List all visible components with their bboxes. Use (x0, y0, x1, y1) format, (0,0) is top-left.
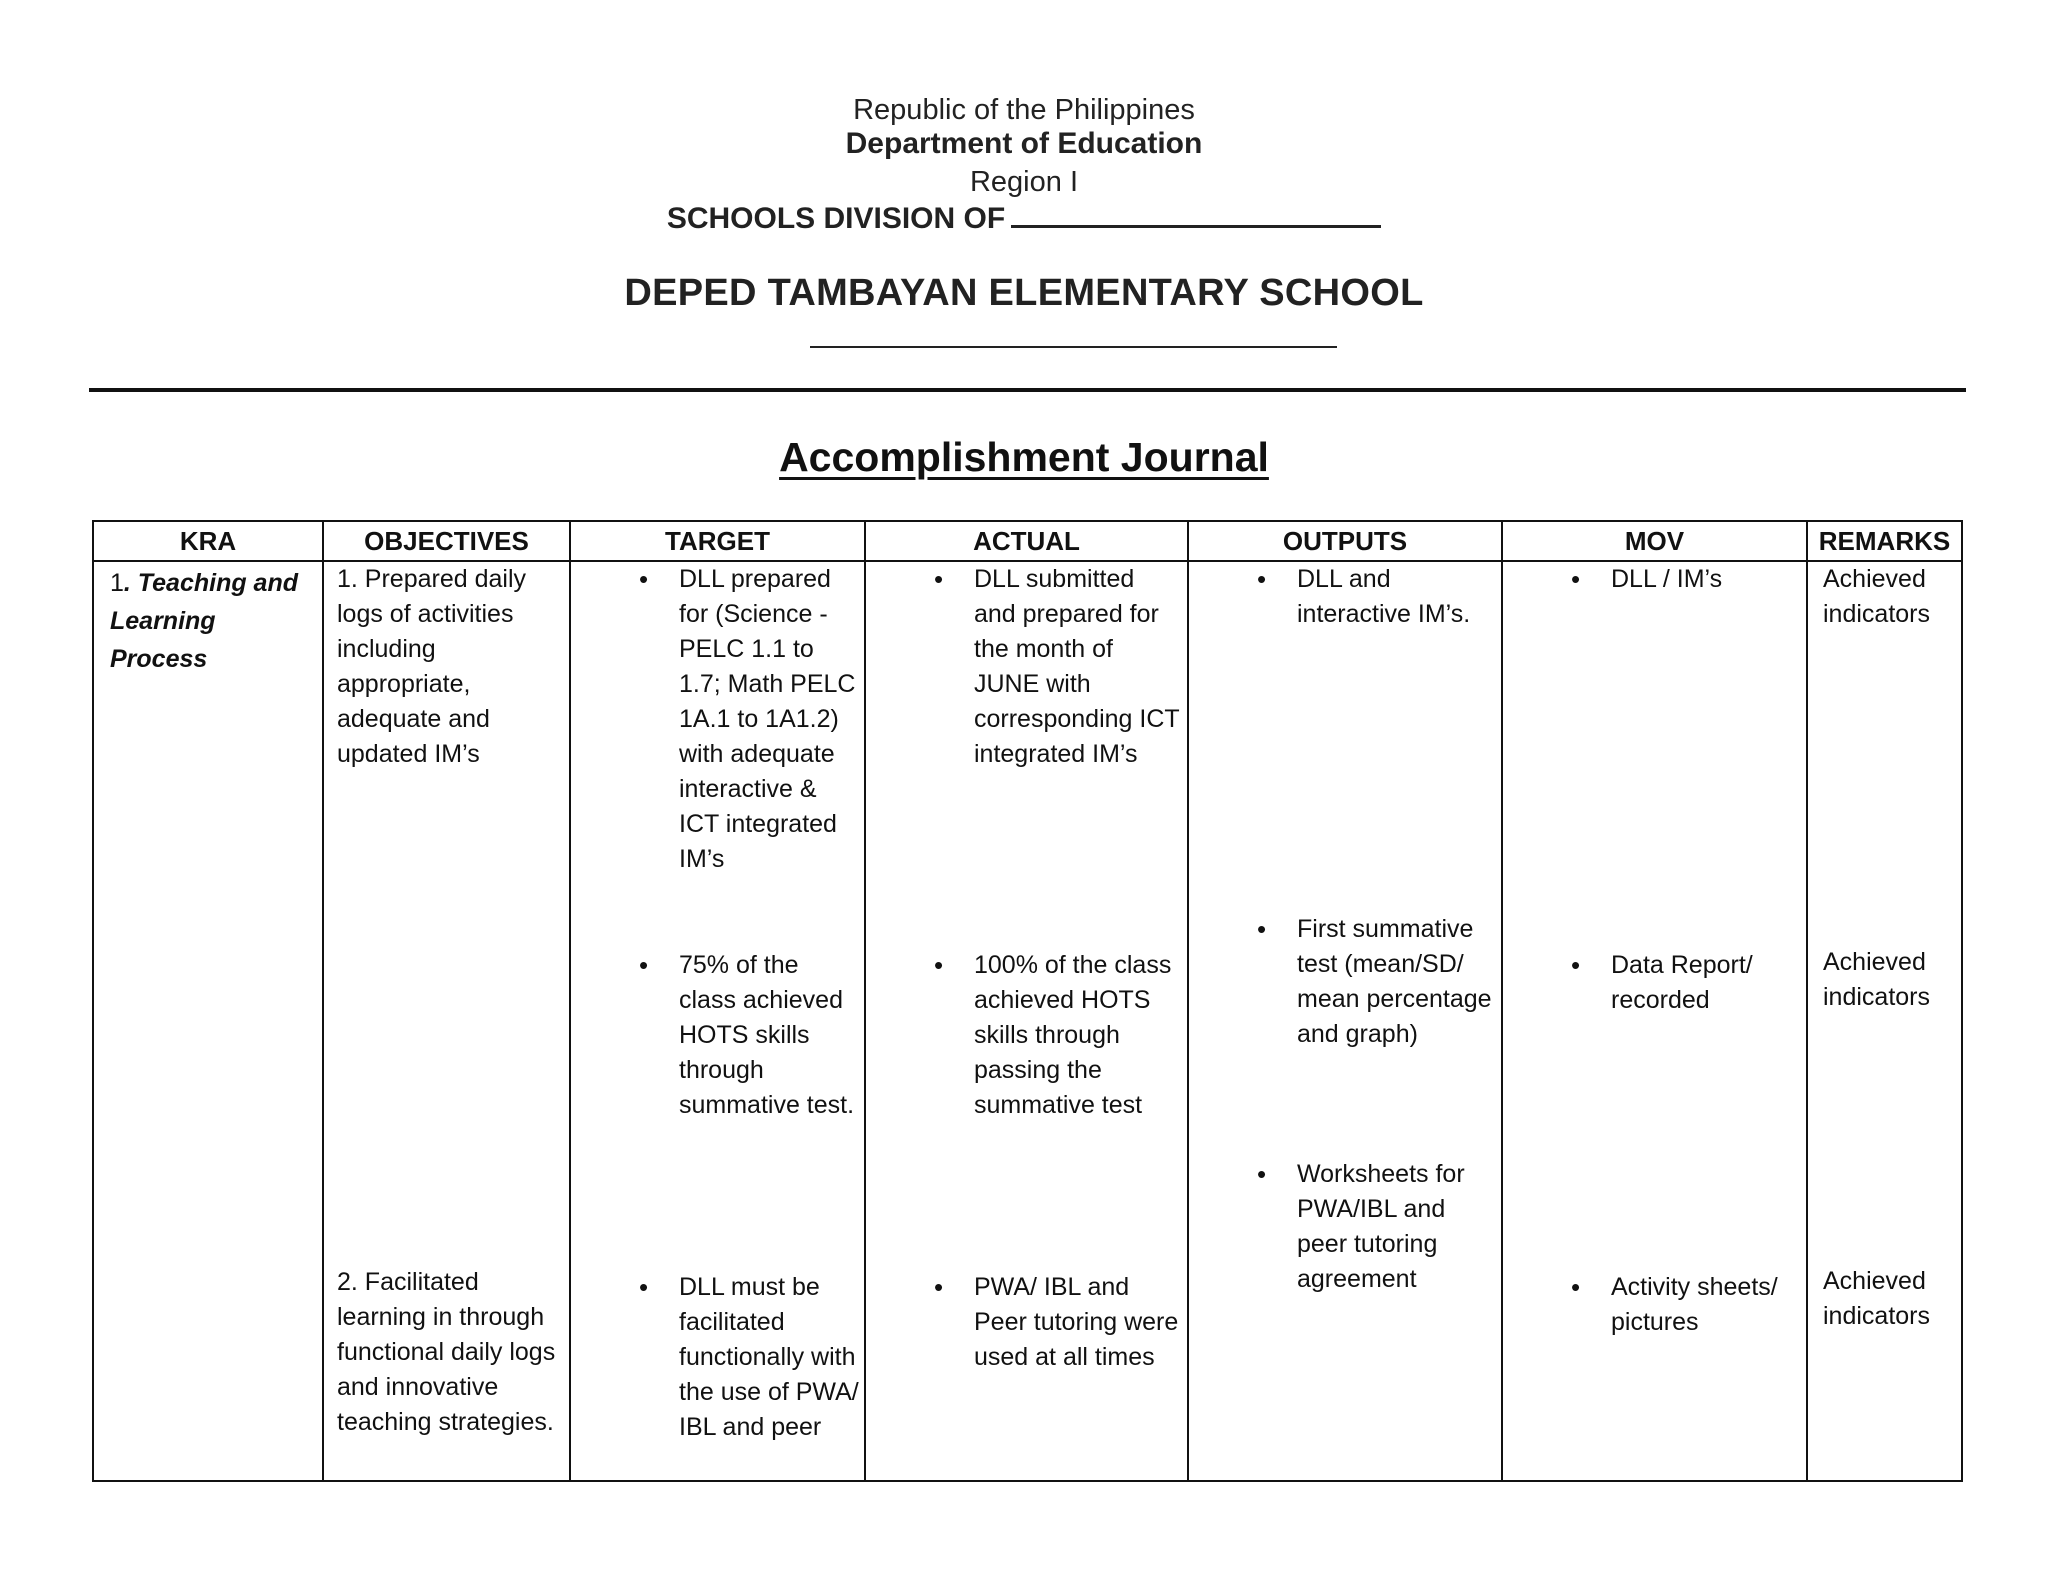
column-header-outputs: OUTPUTS (1188, 521, 1502, 561)
mov-item: • Data Report/ recorded (1611, 948, 1806, 1018)
output-item: • Worksheets for PWA/IBL and peer tutoring agreement (1297, 1157, 1497, 1297)
header-country: Republic of the Philippines (853, 94, 1195, 126)
kra-number: 1 (110, 569, 124, 597)
remark-item: Achieved indicators (1823, 1267, 1930, 1330)
actual-cell (865, 561, 1188, 1481)
division-label: SCHOOLS DIVISION OF (666, 202, 1006, 235)
column-header-mov: MOV (1502, 521, 1807, 561)
target-item: • 75% of the class achieved HOTS skills through summative test. (679, 948, 859, 1123)
mov-cell (1502, 561, 1807, 1481)
actual-item: • PWA/ IBL and Peer tutoring were used at all times (974, 1270, 1182, 1375)
division-blank-line (1011, 199, 1381, 228)
school-underline (810, 346, 1337, 348)
table-header-row (93, 521, 1962, 561)
target-cell (570, 561, 865, 1481)
header-department: Department of Education (845, 127, 1203, 160)
kra-text (110, 564, 315, 678)
remark-item: Achieved indicators (1823, 948, 1930, 1011)
target-item: • DLL prepared for (Science - PELC 1.1 to 1.7; Math PELC 1A.1 to 1A1.2) with adequate interactive & ICT integrated IM’s (679, 562, 859, 877)
outputs-cell (1188, 561, 1502, 1481)
kra-cell (93, 561, 323, 1481)
column-header-target: TARGET (570, 521, 865, 561)
accomplishment-table (92, 520, 1963, 1482)
header-division (0, 199, 2048, 236)
page-title (0, 434, 2048, 481)
remarks-cell (1807, 561, 1962, 1481)
output-item: • DLL and interactive IM’s. (1297, 562, 1497, 632)
objectives-cell (323, 561, 570, 1481)
output-item: • First summative test (mean/SD/ mean percentage and graph) (1297, 912, 1497, 1052)
header-divider (89, 388, 1966, 392)
column-header-actual: ACTUAL (865, 521, 1188, 561)
objective-item: 1. Prepared daily logs of activities including appropriate, adequate and updated IM’s (337, 565, 527, 768)
table-row (93, 561, 1962, 1481)
objective-item: 2. Facilitated learning in through functional daily logs and innovative teaching strategies. (337, 1268, 556, 1436)
target-item: • DLL must be facilitated functionally with the use of PWA/ IBL and peer (679, 1270, 859, 1445)
mov-item: • Activity sheets/ pictures (1611, 1270, 1806, 1340)
column-header-remarks: REMARKS (1807, 521, 1962, 561)
kra-title: . Teaching and Learning Process (110, 569, 299, 673)
column-header-kra: KRA (93, 521, 323, 561)
mov-item: • DLL / IM’s (1611, 562, 1806, 597)
actual-item: • DLL submitted and prepared for the month of JUNE with corresponding ICT integrated IM’s (974, 562, 1182, 772)
page-title-text: Accomplishment Journal (779, 434, 1269, 480)
remark-item: Achieved indicators (1823, 565, 1930, 628)
header-region: Region I (969, 166, 1078, 198)
column-header-objectives: OBJECTIVES (323, 521, 570, 561)
actual-item: • 100% of the class achieved HOTS skills through passing the summative test (974, 948, 1182, 1123)
school-name: DEPED TAMBAYAN ELEMENTARY SCHOOL (624, 272, 1424, 314)
